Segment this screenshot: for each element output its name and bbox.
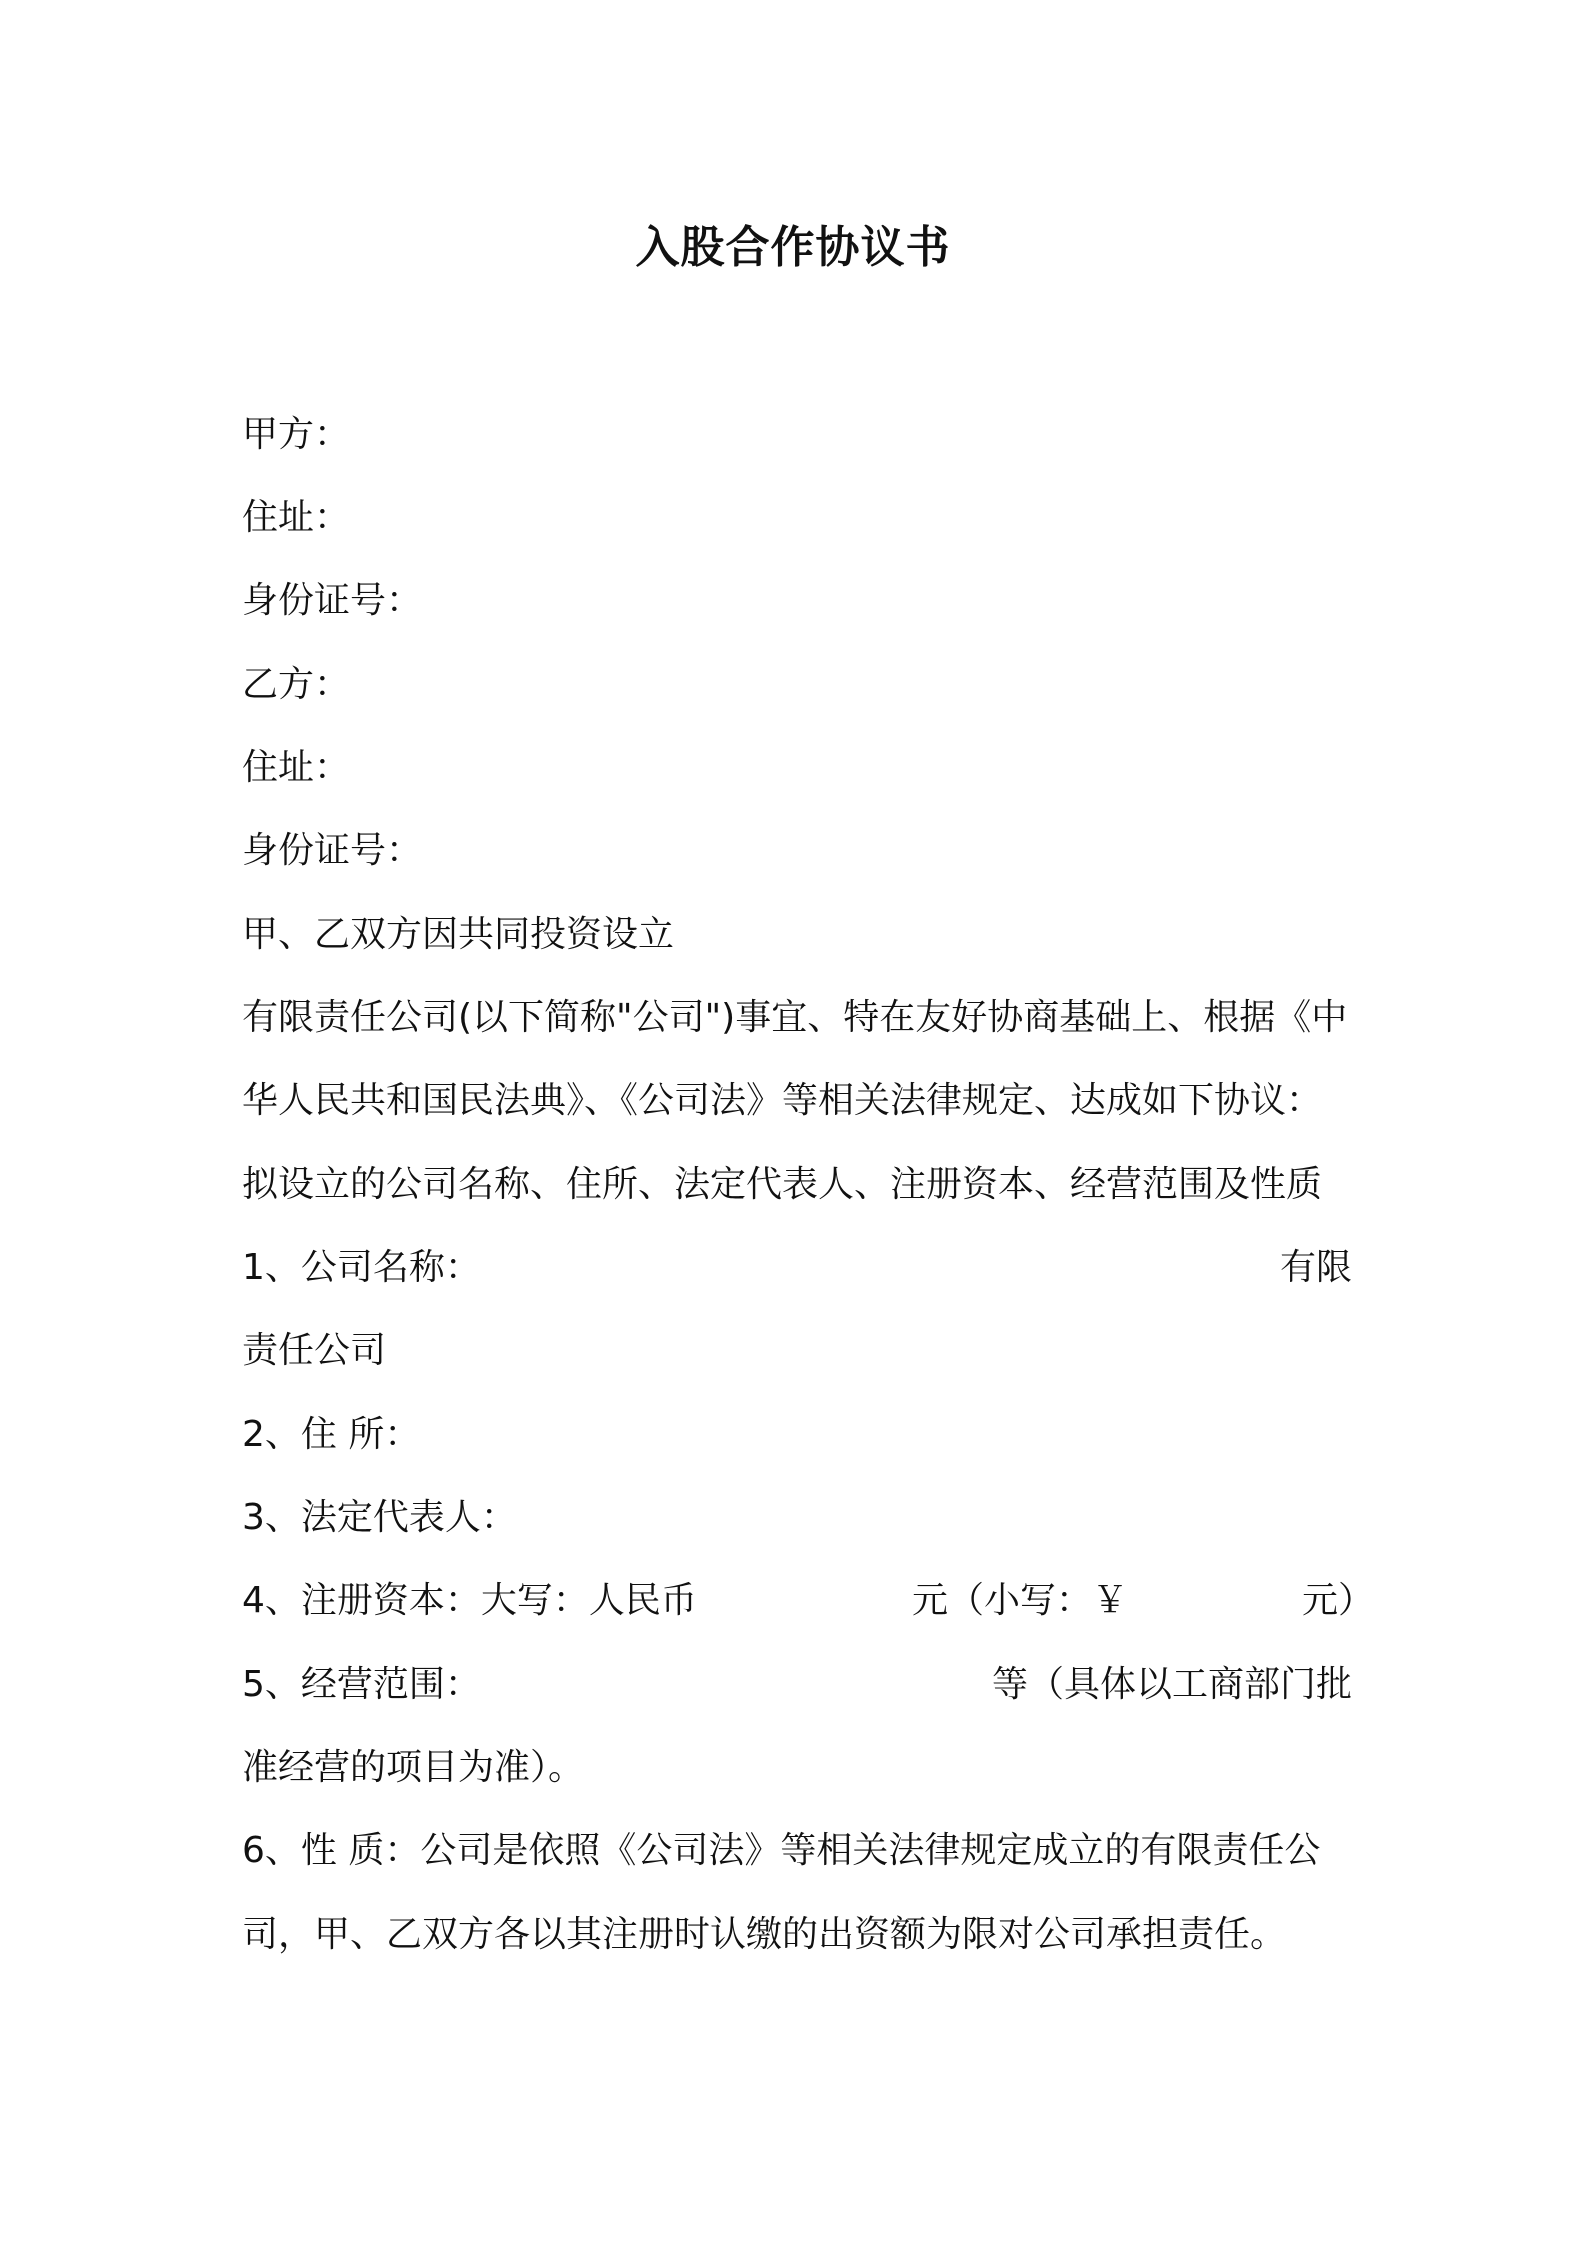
item-address: 2、住 所： xyxy=(242,1414,421,1455)
company-name-label: 1、公司名称： xyxy=(242,1247,481,1288)
scope-suffix: 等（具体以工商部门批 xyxy=(991,1664,1352,1705)
preamble-line-1: 甲、乙双方因共同投资设立 xyxy=(242,914,675,955)
party-a-label: 甲方： xyxy=(242,414,351,455)
company-name-suffix: 有限 xyxy=(1279,1247,1352,1288)
party-b-label: 乙方： xyxy=(242,664,351,705)
item-nature-line-1: 6、性 质：公司是依照《公司法》等相关法律规定成立的有限责任公 xyxy=(242,1830,1321,1871)
capital-middle: 元（小写：￥ xyxy=(912,1580,1129,1621)
party-b-address-label: 住址： xyxy=(242,747,351,788)
party-a-id-label: 身份证号： xyxy=(242,580,423,621)
company-name-suffix-line-2: 责任公司 xyxy=(242,1330,387,1371)
item-capital xyxy=(242,1576,1375,1626)
capital-label: 4、注册资本：大写：人民币 xyxy=(242,1580,697,1621)
item-legal-rep: 3、法定代表人： xyxy=(242,1497,517,1538)
capital-end: 元） xyxy=(1302,1580,1375,1621)
document-title: 入股合作协议书 xyxy=(635,222,951,273)
party-a-address-label: 住址： xyxy=(242,497,351,538)
preamble-line-2: 有限责任公司(以下简称"公司")事宜、特在友好协商基础上、根据《中 xyxy=(242,997,1348,1038)
party-b-id-label: 身份证号： xyxy=(242,830,423,871)
item-scope xyxy=(242,1660,1352,1710)
scope-label: 5、经营范围： xyxy=(242,1664,481,1705)
scope-suffix-line-2: 准经营的项目为准）。 xyxy=(242,1747,585,1788)
preamble-line-3: 华人民共和国民法典》、《公司法》等相关法律规定、达成如下协议： xyxy=(242,1080,1323,1121)
item-company-name xyxy=(242,1243,1352,1293)
preamble-line-4: 拟设立的公司名称、住所、法定代表人、注册资本、经营范围及性质 xyxy=(242,1164,1323,1205)
item-nature-line-2: 司，甲、乙双方各以其注册时认缴的出资额为限对公司承担责任。 xyxy=(242,1914,1287,1955)
